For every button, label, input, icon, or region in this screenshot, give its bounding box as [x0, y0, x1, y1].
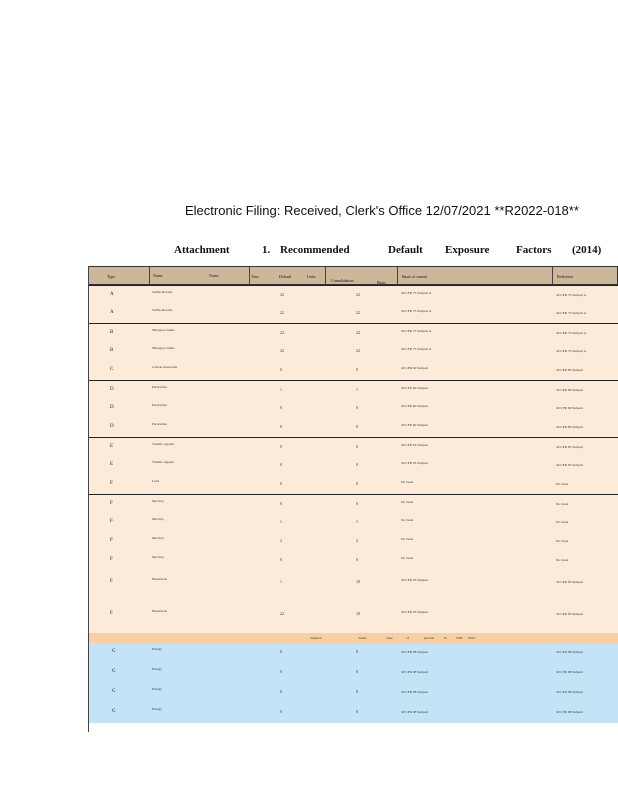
row-code: A	[110, 310, 114, 315]
row-value-1: 0	[280, 367, 282, 372]
row-basis: 40 CFR 63 Subpart	[401, 443, 429, 447]
row-value-2: 10	[356, 579, 360, 584]
table-header	[88, 266, 618, 285]
row-name: Nitrogen oxides	[152, 328, 175, 332]
row-reference: 40 CFR 60 Subpart	[556, 388, 584, 392]
row-value-2: 1	[356, 519, 358, 524]
table-row	[88, 342, 618, 361]
subtotal-cell: of	[406, 636, 409, 640]
row-code: D	[110, 424, 114, 429]
table-row	[88, 475, 618, 494]
row-basis: 40 CFR 75 Subpart A	[401, 291, 432, 295]
exposure-factors-table	[88, 266, 618, 732]
row-reference: No basis	[556, 502, 569, 506]
row-value-2: 1	[356, 387, 358, 392]
subtotal-cell: Totals	[358, 636, 367, 640]
row-value-2: 22	[356, 292, 360, 297]
row-basis: 40 CFR 98 Subpart	[401, 710, 429, 714]
row-value-2: 0	[356, 669, 358, 674]
table-row	[88, 643, 618, 663]
row-value-2: 0	[356, 405, 358, 410]
subtotal-cell: CFR	[456, 636, 463, 640]
col-tons: Tons	[251, 274, 259, 279]
row-basis: No basis	[401, 500, 414, 504]
row-name: Particulate	[152, 422, 167, 426]
row-reference: 40 CFR 98 Subpart	[556, 690, 584, 694]
row-value-1: 22	[280, 611, 284, 616]
row-code: G	[112, 689, 116, 694]
subtotal-cell: rates	[386, 636, 393, 640]
table-row	[88, 418, 618, 437]
row-value-1: 1	[280, 579, 282, 584]
row-value-1: 0	[280, 669, 282, 674]
row-value-1: 0	[280, 481, 282, 486]
row-value-2: 0	[356, 689, 358, 694]
row-value-1: 0	[280, 689, 282, 694]
row-code: F	[110, 481, 113, 486]
col-basis: Basis	[377, 280, 386, 285]
row-name: Volatile organic	[152, 460, 175, 464]
row-reference: 40 CFR 63 Subpart	[556, 445, 584, 449]
col-consolidation: Consolidation	[331, 278, 354, 283]
subtotal-row	[88, 633, 618, 643]
table-row	[88, 323, 618, 343]
row-value-1: 0	[280, 405, 282, 410]
row-reference: 40 CFR 63 Subpart	[556, 612, 584, 616]
table-row	[88, 380, 618, 400]
table-row	[88, 596, 618, 633]
row-basis: 40 CFR 60 Subpart	[401, 423, 429, 427]
row-basis: 40 CFR 98 Subpart	[401, 690, 429, 694]
col-type: Type	[107, 274, 115, 279]
row-value-1: 0	[280, 462, 282, 467]
title-default: Default	[388, 244, 423, 256]
row-reference: No basis	[556, 539, 569, 543]
row-value-1: 22	[280, 310, 284, 315]
row-value-2: 0	[356, 462, 358, 467]
row-code: G	[112, 709, 116, 714]
row-value-2: 10	[356, 611, 360, 616]
row-value-1: 0	[280, 649, 282, 654]
row-name: Volatile organic	[152, 442, 175, 446]
row-code: D	[110, 405, 114, 410]
table-row	[88, 570, 618, 596]
row-reference: 40 CFR 63 Subpart	[556, 580, 584, 584]
document-title	[0, 244, 618, 260]
row-reference: 40 CFR 60 Subpart	[556, 425, 584, 429]
row-name: Energy	[152, 667, 163, 671]
row-reference: 40 CFR 98 Subpart	[556, 710, 584, 714]
subtotal-cell: Subtotal	[310, 636, 322, 640]
subtotal-cell: 2014	[468, 636, 475, 640]
row-basis: 40 CFR 98 Subpart	[401, 670, 429, 674]
row-code: E	[110, 462, 114, 467]
row-code: F	[110, 557, 113, 562]
row-name: Sulfur dioxide	[152, 290, 173, 294]
row-name: Mercury	[152, 517, 165, 521]
row-code: F	[110, 501, 113, 506]
row-code: B	[110, 348, 114, 353]
col-default: Default	[279, 274, 291, 279]
table-row	[88, 437, 618, 457]
row-reference: 40 CFR 75 Subpart A	[556, 349, 587, 353]
row-reference: 40 CFR 60 Subpart	[556, 368, 584, 372]
row-value-1: 1	[280, 519, 282, 524]
row-code: D	[110, 387, 114, 392]
row-name: Particulate	[152, 385, 167, 389]
row-value-2: 22	[356, 310, 360, 315]
row-basis: 40 CFR 98 Subpart	[401, 650, 429, 654]
subtotal-cell: percent	[424, 636, 435, 640]
row-code: F	[110, 519, 113, 524]
row-reference: 40 CFR 75 Subpart A	[556, 311, 587, 315]
col-units: Units	[307, 274, 316, 279]
row-value-2: 0	[356, 424, 358, 429]
row-basis: No basis	[401, 518, 414, 522]
row-code: A	[110, 292, 114, 297]
row-value-1: 0	[280, 501, 282, 506]
table-row	[88, 551, 618, 570]
row-value-1: 0	[280, 444, 282, 449]
row-value-1: 0	[280, 557, 282, 562]
row-basis: 40 CFR 75 Subpart A	[401, 309, 432, 313]
title-factors: Factors	[516, 244, 552, 256]
col-basis-current: Basis of current	[402, 274, 428, 279]
row-code: B	[110, 330, 114, 335]
row-name: Hazardous	[152, 609, 167, 613]
row-name: Nitrogen oxides	[152, 346, 175, 350]
row-reference: No basis	[556, 520, 569, 524]
table-row	[88, 703, 618, 723]
col-name: Name	[153, 273, 163, 278]
title-year: (2014)	[572, 244, 602, 256]
table-row	[88, 361, 618, 380]
filing-stamp: Electronic Filing: Received, Clerk's Office 12/07/2021 **R2022-018**	[185, 203, 579, 218]
row-basis: 40 CFR 75 Subpart A	[401, 347, 432, 351]
subtotal-cell: in	[444, 636, 447, 640]
table-row	[88, 399, 618, 418]
row-name: Energy	[152, 647, 163, 651]
row-reference: 40 CFR 63 Subpart	[556, 463, 584, 467]
table-row	[88, 513, 618, 532]
row-name: Energy	[152, 707, 163, 711]
row-value-2: 22	[356, 330, 360, 335]
row-value-2: 0	[356, 481, 358, 486]
row-basis: 40 CFR 63 Subpart	[401, 610, 429, 614]
row-reference: 40 CFR 98 Subpart	[556, 650, 584, 654]
row-basis: 40 CFR 60 Subpart	[401, 386, 429, 390]
row-code: G	[112, 669, 116, 674]
table-row	[88, 285, 618, 305]
row-name: Mercury	[152, 536, 165, 540]
row-reference: No basis	[556, 482, 569, 486]
table-row	[88, 304, 618, 323]
table-row	[88, 683, 618, 703]
row-name: Mercury	[152, 555, 165, 559]
row-code: F	[110, 579, 113, 584]
row-basis: 40 CFR 60 Subpart	[401, 404, 429, 408]
row-value-2: 0	[356, 367, 358, 372]
title-number: 1.	[262, 244, 271, 256]
col-reference: Reference	[557, 274, 574, 279]
row-code: C	[110, 367, 114, 372]
row-name: Lead	[152, 479, 159, 483]
row-value-2: 2	[356, 538, 358, 543]
row-code: G	[112, 649, 116, 654]
row-value-2: 0	[356, 501, 358, 506]
row-value-2: 0	[356, 649, 358, 654]
row-value-1: 0	[280, 424, 282, 429]
row-basis: No basis	[401, 480, 414, 484]
row-value-2: 0	[356, 444, 358, 449]
row-value-1: 22	[280, 348, 284, 353]
row-basis: 40 CFR 75 Subpart A	[401, 329, 432, 333]
row-name: Particulate	[152, 403, 167, 407]
row-code: F	[110, 538, 113, 543]
table-row	[88, 494, 618, 514]
table-row	[88, 456, 618, 475]
row-name: Energy	[152, 687, 163, 691]
col-notes: Notes	[209, 273, 219, 278]
row-value-1: 22	[280, 330, 284, 335]
table-row	[88, 663, 618, 683]
row-basis: No basis	[401, 556, 414, 560]
row-value-2: 0	[356, 709, 358, 714]
row-value-1: 22	[280, 292, 284, 297]
row-code: E	[110, 444, 114, 449]
row-reference: 40 CFR 98 Subpart	[556, 670, 584, 674]
row-basis: 40 CFR 60 Subpart	[401, 366, 429, 370]
row-value-1: 1	[280, 387, 282, 392]
row-reference: No basis	[556, 558, 569, 562]
row-code: F	[110, 611, 113, 616]
row-name: Carbon monoxide	[152, 365, 178, 369]
title-attachment: Attachment	[174, 244, 230, 256]
row-value-1: 2	[280, 538, 282, 543]
row-reference: 40 CFR 75 Subpart A	[556, 331, 587, 335]
row-basis: 40 CFR 63 Subpart	[401, 578, 429, 582]
row-name: Mercury	[152, 499, 165, 503]
row-name: Hazardous	[152, 577, 167, 581]
title-recommended: Recommended	[280, 244, 350, 256]
row-reference: 40 CFR 60 Subpart	[556, 406, 584, 410]
row-value-1: 0	[280, 709, 282, 714]
row-reference: 40 CFR 75 Subpart A	[556, 293, 587, 297]
row-basis: 40 CFR 63 Subpart	[401, 461, 429, 465]
row-value-2: 0	[356, 557, 358, 562]
row-value-2: 22	[356, 348, 360, 353]
title-exposure: Exposure	[445, 244, 490, 256]
table-row	[88, 532, 618, 551]
row-name: Sulfur dioxide	[152, 308, 173, 312]
row-basis: No basis	[401, 537, 414, 541]
